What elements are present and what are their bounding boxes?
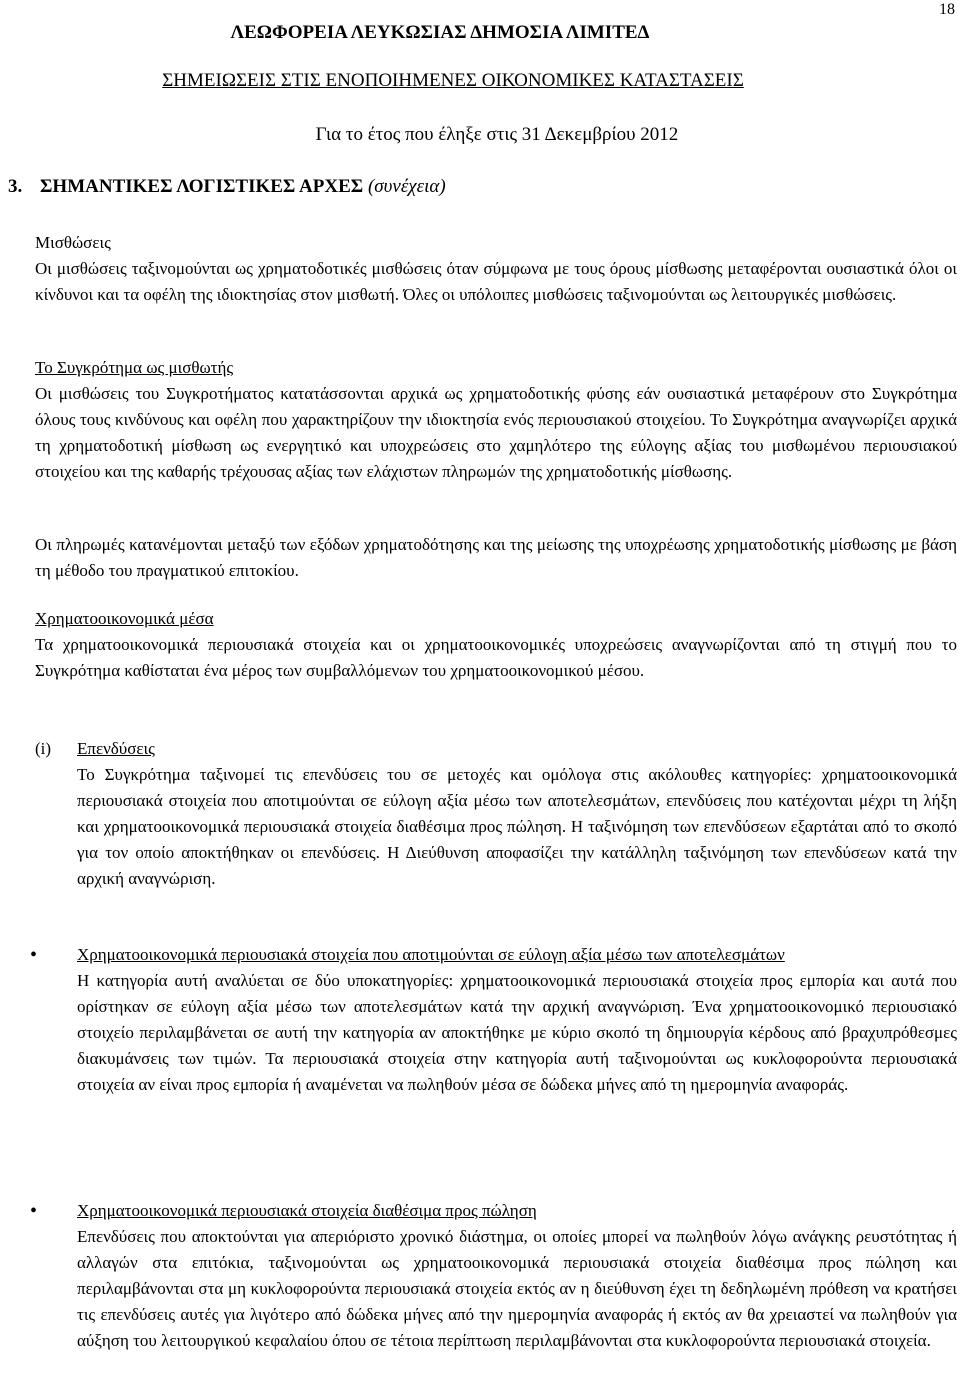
- report-subtitle: ΣΗΜΕΙΩΣΕΙΣ ΣΤΙΣ ΕΝΟΠΟΙΗΜΕΝΕΣ ΟΙΚΟΝΟΜΙΚΕΣ ΚΑΤΑΣΤΑΣΕΙΣ: [162, 70, 744, 91]
- lessee-paragraph-2: Οι πληρωμές κατανέμονται μεταξύ των εξόδων χρηματοδότησης και της μείωσης της υποχρέωσης χρηματοδοτικής μίσθωσης με βάση τη μέθοδο του πραγματικού επιτοκίου.: [35, 535, 957, 580]
- afs-heading: Χρηματοοικονομικά περιουσιακά στοιχεία διαθέσιμα προς πώληση: [77, 1201, 537, 1220]
- section-number: 3.: [8, 176, 23, 197]
- lessee-heading: Το Συγκρότημα ως μισθωτής: [35, 358, 234, 377]
- section-continued: (συνέχεια): [367, 176, 446, 197]
- leases-heading: Μισθώσεις: [35, 233, 111, 252]
- fvtpl-block: [77, 942, 957, 1098]
- investments-block: [77, 736, 957, 892]
- financial-instruments-block: [35, 606, 957, 684]
- leases-block: [35, 230, 957, 308]
- lessee-paragraph-1: Οι μισθώσεις του Συγκροτήματος κατατάσσονται αρχικά ως χρηματοδοτικής φύσης εάν ουσιαστικά μεταφέρουν στο Συγκρότημα όλους τους κινδύνους και οφέλη που χαρακτηρίζουν την ιδιοκτησία ενός περιουσιακού στοιχείου. Το Συγκρότημα αναγνωρίζει αρχικά τη χρηματοδοτική μίσθωση ως ενεργητικό και υποχρεώσεις στο χαμηλότερο της εύλογης αξίας του μισθωμένου περιουσιακού στοιχείου και της καθαρής τρέχουσας αξίας των ελάχιστων πληρωμών της χρηματοδοτικής μίσθωσης.: [35, 384, 957, 481]
- payments-block: [35, 532, 957, 584]
- report-period: Για το έτος που έληξε στις 31 Δεκεμβρίου 2012: [315, 124, 679, 145]
- afs-text: Επενδύσεις που αποκτούνται για απεριόριστο χρονικό διάστημα, οι οποίες μπορεί να πωληθούν λόγω ανάγκης ρευστότητας ή αλλαγών στα επιτόκια, ταξινομούνται ως χρηματοοικονομικά περιουσιακά στοιχεία διαθέσιμα προς πώληση και περιλαμβάνονται στα μη κυκλοφορούντα περιουσιακά στοιχεία εκτός αν η διεύθυνση έχει τη δεδηλωμένη πρόθεση να κρατήσει τις επενδύσεις αυτές για λιγότερο από δώδεκα μήνες από την ημερομηνία αναφοράς ή εκτός αν θα χρειαστεί να πωληθούν για αύξηση του λειτουργικού κεφαλαίου όπου σε τέτοια περίπτωση περιλαμβάνονται στα κυκλοφορούντα περιουσιακά στοιχεία.: [77, 1227, 957, 1350]
- investments-marker: (i): [35, 739, 52, 758]
- bullet-icon: •: [30, 1200, 38, 1222]
- section-title: ΣΗΜΑΝΤΙΚΕΣ ΛΟΓΙΣΤΙΚΕΣ ΑΡΧΕΣ: [40, 176, 364, 197]
- afs-block: [77, 1198, 957, 1354]
- page-number: 18: [939, 1, 955, 18]
- financial-instruments-heading: Χρηματοοικονομικά μέσα: [35, 609, 214, 628]
- investments-text: Το Συγκρότημα ταξινομεί τις επενδύσεις του σε μετοχές και ομόλογα στις ακόλουθες κατηγορίες: χρηματοοικονομικά περιουσιακά στοιχεία που αποτιμούνται σε εύλογη αξία μέσω των αποτελεσμάτων, επενδύσεις που κατέχονται μέχρι τη λήξη και χρηματοοικονομικά περιουσιακά στοιχεία διαθέσιμα προς πώληση. Η ταξινόμηση των επενδύσεων εξαρτάται από το σκοπό για τον οποίο αποκτήθηκαν οι επενδύσεις. Η Διεύθυνση αποφασίζει την κατάλληλη ταξινόμηση των επενδύσεων κατά την αρχική αναγνώριση.: [77, 765, 957, 888]
- lessee-block: [35, 355, 957, 485]
- bullet-icon: •: [30, 944, 38, 966]
- leases-text: Οι μισθώσεις ταξινομούνται ως χρηματοδοτικές μισθώσεις όταν σύμφωνα με τους όρους μίσθωσης μεταφέρονται ουσιαστικά όλοι οι κίνδυνοι και τα οφέλη της ιδιοκτησίας στον μισθωτή. Όλες οι υπόλοιπες μισθώσεις ταξινομούνται ως λειτουργικές μισθώσεις.: [35, 259, 957, 304]
- section-heading: [8, 176, 446, 198]
- company-title: ΛΕΩΦΟΡΕΙΑ ΛΕΥΚΩΣΙΑΣ ΔΗΜΟΣΙΑ ΛΙΜΙΤΕΔ: [230, 22, 650, 43]
- fvtpl-heading: Χρηματοοικονομικά περιουσιακά στοιχεία που αποτιμούνται σε εύλογη αξία μέσω των αποτελεσμάτων: [77, 945, 785, 964]
- financial-instruments-text: Τα χρηματοοικονομικά περιουσιακά στοιχεία και οι χρηματοοικονομικές υποχρεώσεις αναγνωρίζονται από τη στιγμή που το Συγκρότημα καθίσταται ένα μέρος των συμβαλλόμενων του χρηματοοικονομικού μέσου.: [35, 635, 957, 680]
- fvtpl-text: Η κατηγορία αυτή αναλύεται σε δύο υποκατηγορίες: χρηματοοικονομικά περιουσιακά στοιχεία προς εμπορία και αυτά που ορίστηκαν σε εύλογη αξία μέσω των αποτελεσμάτων κατά την αρχική αναγνώριση. Ένα χρηματοοικονομικό περιουσιακό στοιχείο περιλαμβάνεται σε αυτή την κατηγορία αν αποκτήθηκε με κύριο σκοπό τη δημιουργία κέρδους από βραχυπρόθεσμες διακυμάνσεις των τιμών. Τα περιουσιακά στοιχεία στην κατηγορία αυτή ταξινομούνται ως κυκλοφορούντα περιουσιακά στοιχεία αν είναι προς εμπορία ή αναμένεται να πωληθούν μέσα σε δώδεκα μήνες από τη ημερομηνία αναφοράς.: [77, 971, 957, 1094]
- investments-heading: Επενδύσεις: [77, 739, 155, 758]
